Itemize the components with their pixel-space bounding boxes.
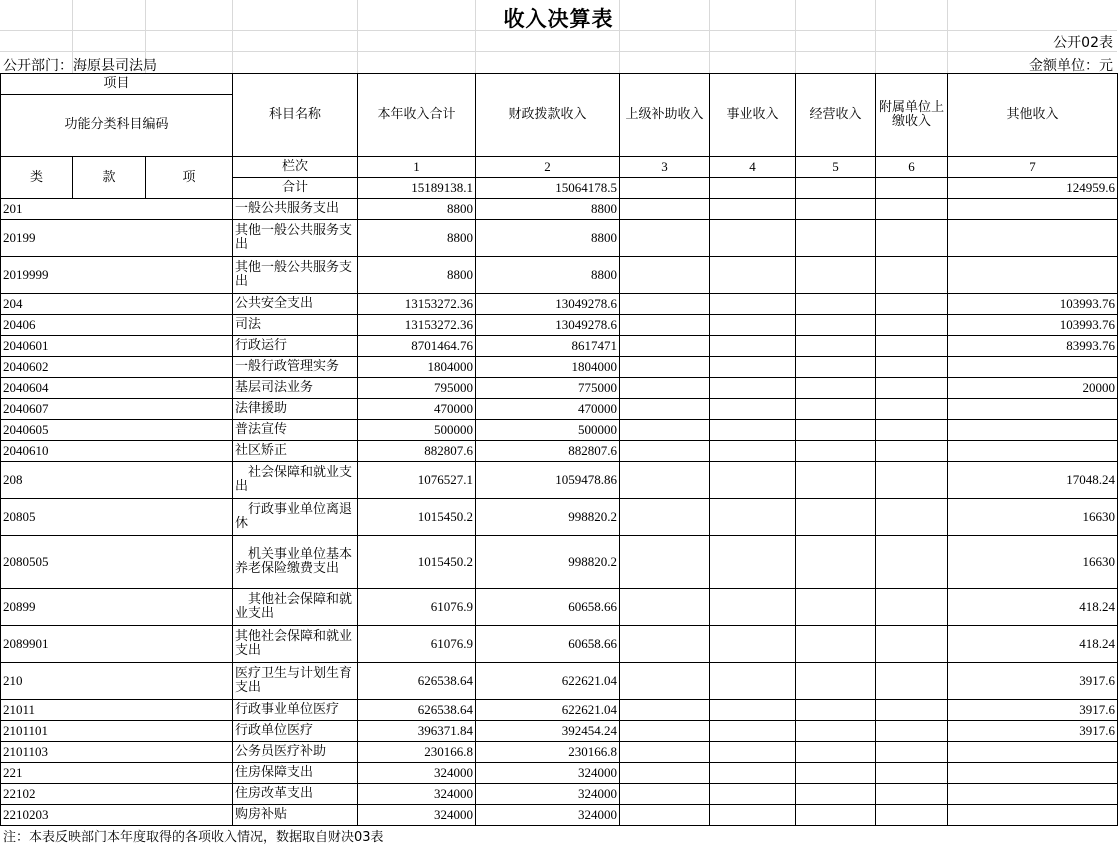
row-code: 2101103 [1, 742, 233, 763]
row-other: 418.24 [948, 626, 1118, 663]
row-operating [796, 462, 876, 499]
row-total: 1076527.1 [358, 462, 476, 499]
header-heji: 合计 [233, 178, 358, 199]
row-operating [796, 315, 876, 336]
row-affiliated [876, 589, 948, 626]
row-operating [796, 336, 876, 357]
row-fiscal: 8617471 [476, 336, 620, 357]
row-subject-name: 公共安全支出 [233, 294, 358, 315]
row-business [710, 199, 796, 220]
row-other: 3917.6 [948, 663, 1118, 700]
row-fiscal: 470000 [476, 399, 620, 420]
row-business [710, 700, 796, 721]
table-row [1, 784, 1118, 805]
row-affiliated [876, 294, 948, 315]
col-number: 3 [620, 157, 710, 178]
row-total: 795000 [358, 378, 476, 399]
row-fiscal: 324000 [476, 784, 620, 805]
row-business [710, 357, 796, 378]
row-total: 1804000 [358, 357, 476, 378]
row-code: 2089901 [1, 626, 233, 663]
row-affiliated [876, 315, 948, 336]
row-business [710, 626, 796, 663]
row-subject-name: 基层司法业务 [233, 378, 358, 399]
row-total: 8800 [358, 199, 476, 220]
row-superior [620, 626, 710, 663]
row-subject-name: 行政单位医疗 [233, 721, 358, 742]
row-operating [796, 663, 876, 700]
row-operating [796, 536, 876, 589]
row-superior [620, 441, 710, 462]
row-affiliated [876, 805, 948, 826]
row-subject-name: 行政事业单位离退休 [233, 499, 358, 536]
row-affiliated [876, 199, 948, 220]
col-number: 2 [476, 157, 620, 178]
row-subject-name: 一般公共服务支出 [233, 199, 358, 220]
row-operating [796, 499, 876, 536]
row-code: 201 [1, 199, 233, 220]
row-code: 2080505 [1, 536, 233, 589]
row-superior [620, 378, 710, 399]
row-code: 21011 [1, 700, 233, 721]
row-superior [620, 784, 710, 805]
row-operating [796, 784, 876, 805]
row-other [948, 420, 1118, 441]
row-superior [620, 199, 710, 220]
row-fiscal: 230166.8 [476, 742, 620, 763]
row-fiscal: 775000 [476, 378, 620, 399]
row-total: 8701464.76 [358, 336, 476, 357]
row-code: 208 [1, 462, 233, 499]
row-other: 3917.6 [948, 721, 1118, 742]
row-fiscal: 8800 [476, 199, 620, 220]
page-title: 收入决算表 [503, 7, 614, 31]
row-subject-name: 社会保障和就业支出 [233, 462, 358, 499]
row-total: 882807.6 [358, 441, 476, 462]
row-operating [796, 700, 876, 721]
table-row [1, 589, 1118, 626]
department-label: 公开部门：海原县司法局 [3, 58, 157, 74]
table-row [1, 663, 1118, 700]
table-row [1, 220, 1118, 257]
row-subject-name: 一般行政管理实务 [233, 357, 358, 378]
row-total: 8800 [358, 257, 476, 294]
row-subject-name: 住房保障支出 [233, 763, 358, 784]
row-business [710, 441, 796, 462]
row-total: 61076.9 [358, 589, 476, 626]
row-code: 210 [1, 663, 233, 700]
row-affiliated [876, 742, 948, 763]
row-operating [796, 378, 876, 399]
row-affiliated [876, 336, 948, 357]
row-operating [796, 357, 876, 378]
row-code: 221 [1, 763, 233, 784]
row-business [710, 462, 796, 499]
row-business [710, 220, 796, 257]
row-superior [620, 357, 710, 378]
table-row [1, 420, 1118, 441]
row-affiliated [876, 536, 948, 589]
row-fiscal: 60658.66 [476, 626, 620, 663]
row-other [948, 441, 1118, 462]
row-code: 2101101 [1, 721, 233, 742]
row-subject-name: 行政运行 [233, 336, 358, 357]
row-affiliated [876, 220, 948, 257]
row-affiliated [876, 420, 948, 441]
row-other: 83993.76 [948, 336, 1118, 357]
table-row [1, 536, 1118, 589]
header-col-business: 事业收入 [710, 74, 796, 157]
row-affiliated [876, 378, 948, 399]
header-xiang: 项 [146, 157, 233, 199]
row-code: 2040602 [1, 357, 233, 378]
unit-label: 金额单位：元 [1029, 58, 1113, 74]
row-affiliated [876, 499, 948, 536]
row-affiliated [876, 763, 948, 784]
row-code: 2040605 [1, 420, 233, 441]
row-operating [796, 257, 876, 294]
row-fiscal: 8800 [476, 257, 620, 294]
row-total: 470000 [358, 399, 476, 420]
row-other [948, 399, 1118, 420]
row-other [948, 742, 1118, 763]
col-number: 6 [876, 157, 948, 178]
table-row [1, 336, 1118, 357]
row-affiliated [876, 784, 948, 805]
total-fiscal: 15064178.5 [476, 178, 620, 199]
row-fiscal: 998820.2 [476, 536, 620, 589]
row-fiscal: 8800 [476, 220, 620, 257]
row-fiscal: 1804000 [476, 357, 620, 378]
row-other [948, 805, 1118, 826]
row-total: 13153272.36 [358, 294, 476, 315]
row-business [710, 742, 796, 763]
row-affiliated [876, 357, 948, 378]
row-subject-name: 购房补贴 [233, 805, 358, 826]
col-number: 1 [358, 157, 476, 178]
header-lanci: 栏次 [233, 157, 358, 178]
row-subject-name: 司法 [233, 315, 358, 336]
row-fiscal: 324000 [476, 805, 620, 826]
total-business [710, 178, 796, 199]
table-row [1, 742, 1118, 763]
table-row [1, 805, 1118, 826]
row-affiliated [876, 462, 948, 499]
row-fiscal: 60658.66 [476, 589, 620, 626]
row-subject-name: 其他社会保障和就业支出 [233, 589, 358, 626]
row-superior [620, 763, 710, 784]
row-business [710, 663, 796, 700]
row-other: 17048.24 [948, 462, 1118, 499]
row-subject-name: 普法宣传 [233, 420, 358, 441]
row-operating [796, 294, 876, 315]
row-superior [620, 742, 710, 763]
table-row [1, 315, 1118, 336]
total-sum: 15189138.1 [358, 178, 476, 199]
row-superior [620, 294, 710, 315]
row-other [948, 257, 1118, 294]
row-affiliated [876, 721, 948, 742]
footnote: 注：本表反映部门本年度取得的各项收入情况，数据取自财决03表 [3, 830, 384, 845]
row-fiscal: 392454.24 [476, 721, 620, 742]
row-operating [796, 721, 876, 742]
row-other [948, 199, 1118, 220]
row-code: 22102 [1, 784, 233, 805]
row-code: 204 [1, 294, 233, 315]
row-total: 324000 [358, 763, 476, 784]
row-total: 1015450.2 [358, 499, 476, 536]
header-col-operating: 经营收入 [796, 74, 876, 157]
row-fiscal: 13049278.6 [476, 315, 620, 336]
row-superior [620, 257, 710, 294]
row-business [710, 784, 796, 805]
row-business [710, 589, 796, 626]
row-superior [620, 399, 710, 420]
row-other [948, 784, 1118, 805]
row-business [710, 257, 796, 294]
row-business [710, 420, 796, 441]
row-affiliated [876, 441, 948, 462]
row-total: 626538.64 [358, 700, 476, 721]
table-row [1, 499, 1118, 536]
row-business [710, 805, 796, 826]
row-code: 20805 [1, 499, 233, 536]
header-col-other: 其他收入 [948, 74, 1118, 157]
table-row [1, 462, 1118, 499]
row-code: 2019999 [1, 257, 233, 294]
row-operating [796, 220, 876, 257]
header-kuan: 款 [73, 157, 146, 199]
row-superior [620, 700, 710, 721]
row-subject-name: 医疗卫生与计划生育支出 [233, 663, 358, 700]
row-superior [620, 499, 710, 536]
row-subject-name: 其他一般公共服务支出 [233, 220, 358, 257]
row-total: 61076.9 [358, 626, 476, 663]
header-subject-name: 科目名称 [233, 74, 358, 157]
row-superior [620, 805, 710, 826]
row-total: 13153272.36 [358, 315, 476, 336]
row-business [710, 294, 796, 315]
row-other: 3917.6 [948, 700, 1118, 721]
total-superior [620, 178, 710, 199]
row-code: 2040604 [1, 378, 233, 399]
header-col-fiscal: 财政拨款收入 [476, 74, 620, 157]
row-other: 103993.76 [948, 315, 1118, 336]
row-operating [796, 589, 876, 626]
row-total: 324000 [358, 784, 476, 805]
row-affiliated [876, 700, 948, 721]
row-subject-name: 法律援助 [233, 399, 358, 420]
row-subject-name: 其他社会保障和就业支出 [233, 626, 358, 663]
row-affiliated [876, 399, 948, 420]
total-operating [796, 178, 876, 199]
col-number: 7 [948, 157, 1118, 178]
header-func-code: 功能分类科目编码 [1, 94, 233, 156]
row-operating [796, 805, 876, 826]
table-row [1, 763, 1118, 784]
row-superior [620, 336, 710, 357]
row-affiliated [876, 626, 948, 663]
row-fiscal: 998820.2 [476, 499, 620, 536]
income-table [0, 73, 1118, 826]
row-operating [796, 399, 876, 420]
row-superior [620, 589, 710, 626]
row-business [710, 399, 796, 420]
table-row [1, 441, 1118, 462]
row-superior [620, 420, 710, 441]
row-business [710, 763, 796, 784]
row-business [710, 336, 796, 357]
table-row [1, 257, 1118, 294]
row-code: 2210203 [1, 805, 233, 826]
row-superior [620, 663, 710, 700]
row-subject-name: 机关事业单位基本养老保险缴费支出 [233, 536, 358, 589]
row-total: 324000 [358, 805, 476, 826]
row-affiliated [876, 663, 948, 700]
row-operating [796, 763, 876, 784]
row-total: 626538.64 [358, 663, 476, 700]
row-code: 2040610 [1, 441, 233, 462]
row-code: 20899 [1, 589, 233, 626]
row-total: 396371.84 [358, 721, 476, 742]
header-col-total: 本年收入合计 [358, 74, 476, 157]
row-operating [796, 420, 876, 441]
table-row [1, 700, 1118, 721]
row-other: 103993.76 [948, 294, 1118, 315]
row-fiscal: 324000 [476, 763, 620, 784]
table-row [1, 294, 1118, 315]
row-business [710, 721, 796, 742]
row-business [710, 315, 796, 336]
row-other [948, 220, 1118, 257]
row-other: 418.24 [948, 589, 1118, 626]
row-superior [620, 220, 710, 257]
row-fiscal: 622621.04 [476, 700, 620, 721]
row-subject-name: 行政事业单位医疗 [233, 700, 358, 721]
row-fiscal: 13049278.6 [476, 294, 620, 315]
header-lei: 类 [1, 157, 73, 199]
table-row [1, 721, 1118, 742]
row-business [710, 499, 796, 536]
row-other [948, 357, 1118, 378]
total-other: 124959.6 [948, 178, 1118, 199]
table-row [1, 357, 1118, 378]
row-subject-name: 公务员医疗补助 [233, 742, 358, 763]
row-operating [796, 626, 876, 663]
row-superior [620, 536, 710, 589]
row-other: 20000 [948, 378, 1118, 399]
row-code: 20199 [1, 220, 233, 257]
form-number: 公开02表 [1053, 35, 1113, 51]
table-row [1, 399, 1118, 420]
row-superior [620, 721, 710, 742]
row-affiliated [876, 257, 948, 294]
header-col-superior: 上级补助收入 [620, 74, 710, 157]
row-other: 16630 [948, 536, 1118, 589]
row-fiscal: 622621.04 [476, 663, 620, 700]
col-number: 4 [710, 157, 796, 178]
header-col-affiliated: 附属单位上缴收入 [876, 74, 948, 157]
table-row [1, 626, 1118, 663]
row-fiscal: 882807.6 [476, 441, 620, 462]
row-fiscal: 1059478.86 [476, 462, 620, 499]
row-subject-name: 住房改革支出 [233, 784, 358, 805]
header-item-group: 项目 [1, 74, 233, 95]
row-operating [796, 199, 876, 220]
row-total: 500000 [358, 420, 476, 441]
row-subject-name: 社区矫正 [233, 441, 358, 462]
row-code: 20406 [1, 315, 233, 336]
row-subject-name: 其他一般公共服务支出 [233, 257, 358, 294]
row-total: 8800 [358, 220, 476, 257]
row-fiscal: 500000 [476, 420, 620, 441]
table-row [1, 378, 1118, 399]
row-business [710, 378, 796, 399]
table-row [1, 199, 1118, 220]
row-total: 230166.8 [358, 742, 476, 763]
row-operating [796, 742, 876, 763]
row-other [948, 763, 1118, 784]
col-number: 5 [796, 157, 876, 178]
total-affiliated [876, 178, 948, 199]
row-other: 16630 [948, 499, 1118, 536]
row-business [710, 536, 796, 589]
row-code: 2040601 [1, 336, 233, 357]
row-superior [620, 462, 710, 499]
row-total: 1015450.2 [358, 536, 476, 589]
row-operating [796, 441, 876, 462]
row-superior [620, 315, 710, 336]
row-code: 2040607 [1, 399, 233, 420]
